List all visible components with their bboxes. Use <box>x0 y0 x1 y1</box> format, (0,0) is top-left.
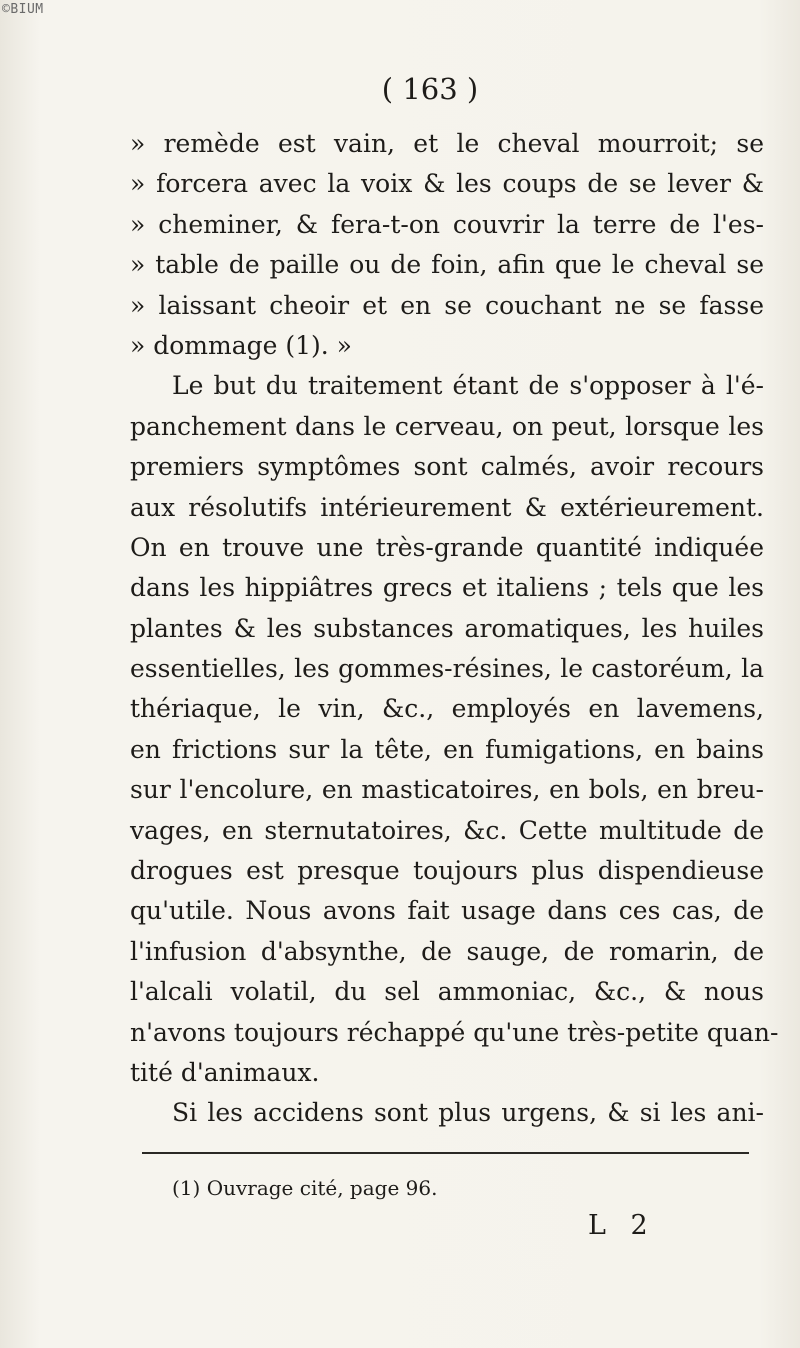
text-line: plantes & les substances aromatiques, les huiles <box>130 613 764 643</box>
text-line: » remède est vain, et le cheval mourroit; se <box>130 129 764 158</box>
watermark: ©BIUM <box>2 2 44 17</box>
text-line: essentielles, les gommes-résines, le castoréum, la <box>130 654 764 684</box>
text-line: l'alcali volatil, du sel ammoniac, &c., & nous <box>130 977 764 1007</box>
body-text <box>130 124 779 1134</box>
text-line: sur l'encolure, en masticatoires, en bols, en breu- <box>130 775 764 805</box>
text-line: dans les hippiâtres grecs et italiens ; tels que les <box>130 573 764 603</box>
text-line: premiers symptômes sont calmés, avoir recours <box>130 452 764 482</box>
page-number: ( 163 ) <box>381 72 479 106</box>
text-line: l'infusion d'absynthe, de sauge, de romarin, de <box>130 936 764 966</box>
text-line: tité d'animaux. <box>130 1057 320 1087</box>
paragraph-start-line: Si les accidens sont plus urgens, & si les ani- <box>172 1098 764 1128</box>
text-line: thériaque, le vin, &c., employés en lavemens, <box>130 694 764 724</box>
text-line: » cheminer, & fera-t-on couvrir la terre de l'es- <box>130 209 764 239</box>
footnote: (1) Ouvrage cité, page 96. <box>172 1176 438 1200</box>
text-line: On en trouve une très-grande quantité indiquée <box>130 532 764 562</box>
text-line: qu'utile. Nous avons fait usage dans ces cas, de <box>130 896 764 926</box>
text-line: panchement dans le cerveau, on peut, lorsque les <box>130 411 764 441</box>
text-line: en frictions sur la tête, en fumigations, en bains <box>130 734 764 764</box>
signature-mark: L 2 <box>588 1210 656 1241</box>
text-line: vages, en sternutatoires, &c. Cette multitude de <box>130 815 764 845</box>
text-line: » table de paille ou de foin, afin que le cheval se <box>130 250 764 280</box>
text-line: drogues est presque toujours plus dispendieuse <box>130 856 764 886</box>
text-line: » forcera avec la voix & les coups de se lever & <box>130 169 764 199</box>
text-line: » dommage (1). » <box>130 330 352 360</box>
footnote-rule <box>142 1152 749 1154</box>
paragraph-start-line: Le but du traitement étant de s'opposer à l'é- <box>172 371 764 401</box>
text-line: n'avons toujours réchappé qu'une très-petite quan- <box>130 1017 779 1047</box>
text-line: » laissant cheoir et en se couchant ne se fasse <box>130 290 764 320</box>
text-line: aux résolutifs intérieurement & extérieurement. <box>130 492 764 522</box>
